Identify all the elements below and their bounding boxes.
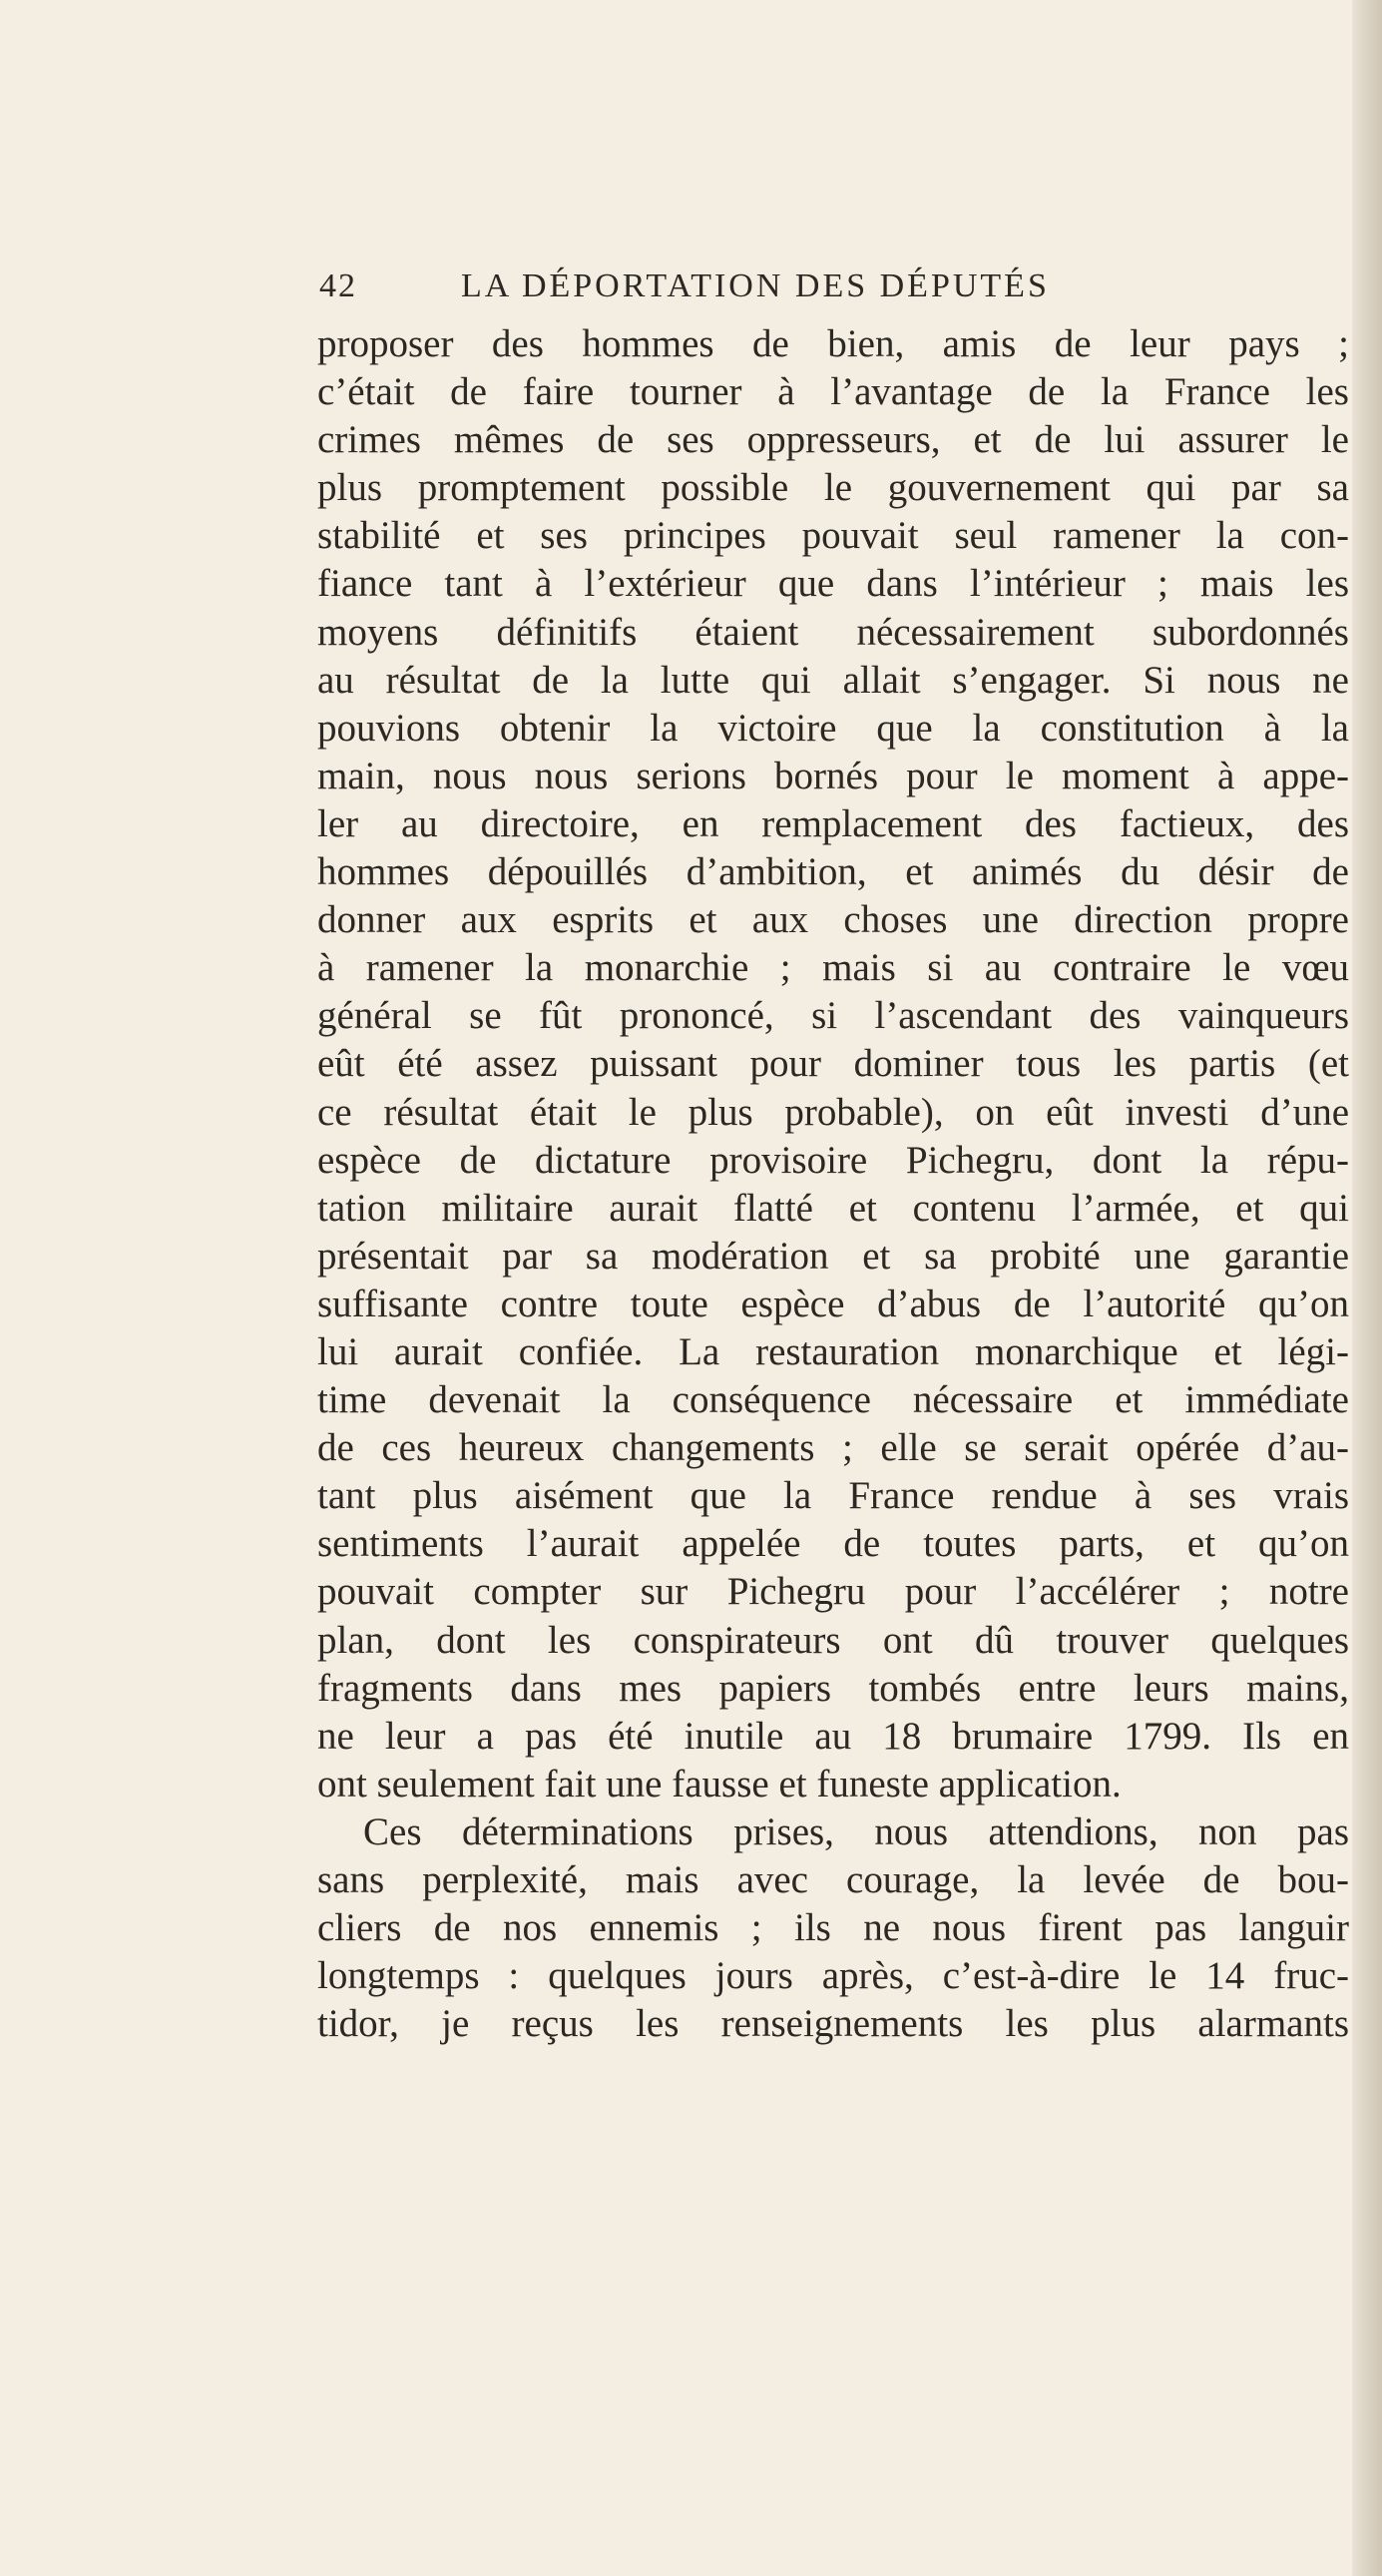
running-header xyxy=(319,261,1327,311)
text-line: général se fût prononcé, si l’ascendant des vainqueurs xyxy=(317,994,1349,1038)
text-line: moyens définitifs étaient nécessairement subordonnés xyxy=(317,610,1349,654)
text-line: présentait par sa modération et sa probité une garantie xyxy=(317,1234,1349,1278)
page-edge-shadow xyxy=(1352,0,1382,2576)
text-line: pouvait compter sur Pichegru pour l’accélérer ; notre xyxy=(317,1570,1349,1614)
running-title: LA DÉPORTATION DES DÉPUTÉS xyxy=(461,267,1050,304)
text-line: fiance tant à l’extérieur que dans l’intérieur ; mais les xyxy=(317,562,1349,606)
text-line: de ces heureux changements ; elle se serait opérée d’au- xyxy=(317,1426,1349,1470)
text-line: espèce de dictature provisoire Pichegru, dont la répu- xyxy=(317,1138,1349,1182)
text-line: pouvions obtenir la victoire que la constitution à la xyxy=(317,706,1349,750)
text-line: c’était de faire tourner à l’avantage de la France les xyxy=(317,370,1349,414)
text-line: ce résultat était le plus probable), on eût investi d’une xyxy=(317,1090,1349,1134)
text-line: plan, dont les conspirateurs ont dû trouver quelques xyxy=(317,1618,1349,1662)
text-line: tidor, je reçus les renseignements les plus alarmants xyxy=(317,2002,1349,2046)
text-line: lui aurait confiée. La restauration monarchique et légi- xyxy=(317,1329,1349,1373)
text-line: tation militaire aurait flatté et contenu l’armée, et qui xyxy=(317,1186,1349,1230)
text-line: proposer des hommes de bien, amis de leur pays ; xyxy=(317,322,1349,365)
body-text xyxy=(317,320,1349,2048)
text-line: crimes mêmes de ses oppresseurs, et de lui assurer le xyxy=(317,418,1349,462)
text-line: ne leur a pas été inutile au 18 brumaire 1799. Ils en xyxy=(317,1714,1349,1758)
page-number: 42 xyxy=(319,267,357,304)
text-line: fragments dans mes papiers tombés entre leurs mains, xyxy=(317,1666,1349,1710)
text-line: eût été assez puissant pour dominer tous les partis (et xyxy=(317,1042,1349,1086)
text-line: donner aux esprits et aux choses une direction propre xyxy=(317,898,1349,942)
text-line: sentiments l’aurait appelée de toutes parts, et qu’on xyxy=(317,1522,1349,1566)
text-line: plus promptement possible le gouvernement qui par sa xyxy=(317,466,1349,510)
text-line: hommes dépouillés d’ambition, et animés du désir de xyxy=(317,850,1349,894)
text-line: suffisante contre toute espèce d’abus de l’autorité qu’on xyxy=(317,1282,1349,1325)
text-line: longtemps : quelques jours après, c’est-à-dire le 14 fruc- xyxy=(317,1954,1349,1998)
text-line: au résultat de la lutte qui allait s’engager. Si nous ne xyxy=(317,658,1349,702)
text-line: à ramener la monarchie ; mais si au contraire le vœu xyxy=(317,946,1349,990)
text-line: Ces déterminations prises, nous attendions, non pas xyxy=(363,1809,1349,1853)
text-line: cliers de nos ennemis ; ils ne nous firent pas languir xyxy=(317,1906,1349,1950)
text-line: ont seulement fait une fausse et funeste application. xyxy=(317,1762,1122,1805)
text-line: stabilité et ses principes pouvait seul ramener la con- xyxy=(317,514,1349,558)
text-line: tant plus aisément que la France rendue à ses vrais xyxy=(317,1474,1349,1518)
text-line: main, nous nous serions bornés pour le moment à appe- xyxy=(317,754,1349,797)
text-line: ler au directoire, en remplacement des factieux, des xyxy=(317,801,1349,845)
text-line: sans perplexité, mais avec courage, la levée de bou- xyxy=(317,1858,1349,1901)
text-line: time devenait la conséquence nécessaire et immédiate xyxy=(317,1378,1349,1422)
